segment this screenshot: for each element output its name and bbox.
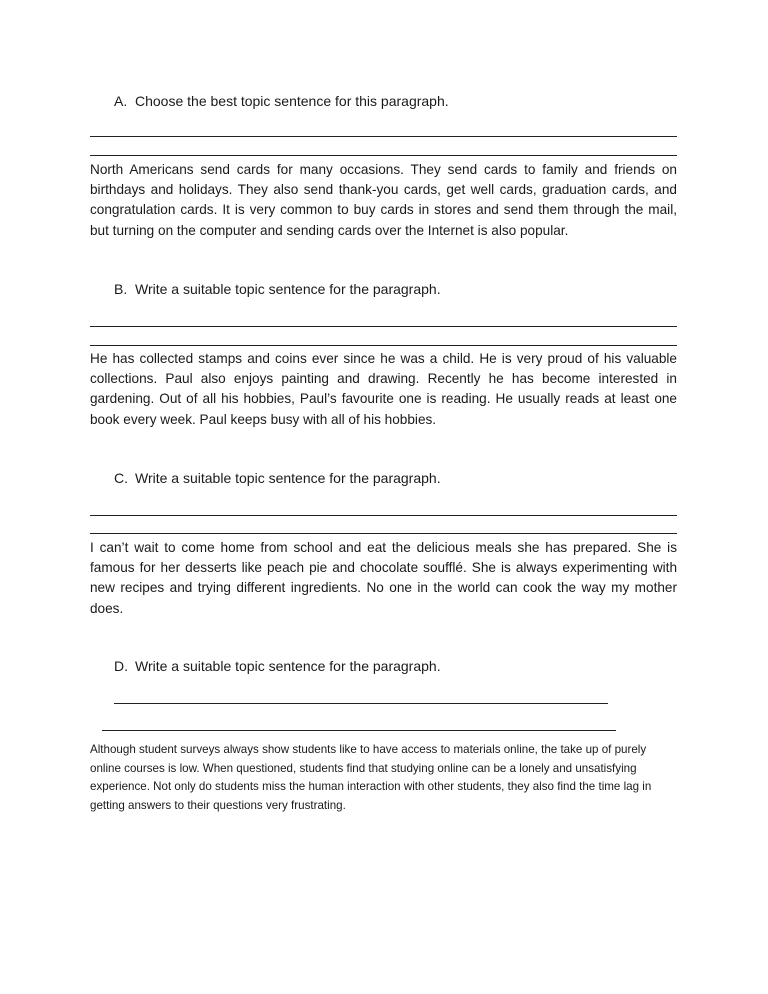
answer-line-d1[interactable] bbox=[114, 703, 608, 704]
answer-line-b2[interactable] bbox=[90, 345, 677, 346]
question-a bbox=[114, 92, 449, 110]
question-d-instruction: Write a suitable topic sentence for the paragraph. bbox=[135, 658, 441, 674]
question-a-letter: A. bbox=[114, 93, 128, 109]
question-c-letter: C. bbox=[114, 470, 128, 486]
question-c bbox=[114, 469, 441, 487]
paragraph-b: He has collected stamps and coins ever since he was a child. He is very proud of his valuable collections. Paul also enjoys painting and drawing. Recently he has become interested in gardening. Out of all his hobbies, Paul’s favourite one is reading. He usually reads at least one book every week. Paul keeps busy with all of his hobbies. bbox=[90, 351, 677, 427]
answer-line-a1[interactable] bbox=[90, 136, 677, 137]
question-c-instruction: Write a suitable topic sentence for the paragraph. bbox=[135, 470, 441, 486]
question-b-instruction: Write a suitable topic sentence for the paragraph. bbox=[135, 281, 441, 297]
answer-line-a2[interactable] bbox=[90, 155, 677, 156]
answer-line-c2[interactable] bbox=[90, 533, 677, 534]
question-b bbox=[114, 280, 441, 298]
answer-line-c1[interactable] bbox=[90, 515, 677, 516]
question-d-letter: D. bbox=[114, 658, 128, 674]
paragraph-d: Although student surveys always show students like to have access to materials online, the take up of purely online courses is low. When questioned, students find that studying online can be a lonely and unsatisfying experience. Not only do students miss the human interaction with other students, they also find the time lag in getting answers to their questions very frustrating. bbox=[90, 743, 652, 812]
answer-line-b1[interactable] bbox=[90, 326, 677, 327]
question-b-letter: B. bbox=[114, 281, 128, 297]
question-d bbox=[114, 657, 441, 675]
answer-line-d2[interactable] bbox=[102, 730, 616, 731]
paragraph-a: North Americans send cards for many occasions. They send cards to family and friends on birthdays and holidays. They also send thank-you cards, get well cards, graduation cards, and congratulation cards. It is very common to buy cards in stores and send them through the mail, but turning on the computer and sending cards over the Internet is also popular. bbox=[90, 162, 677, 238]
question-a-instruction: Choose the best topic sentence for this paragraph. bbox=[135, 93, 449, 109]
paragraph-c: I can’t wait to come home from school and eat the delicious meals she has prepared. She is famous for her desserts like peach pie and chocolate soufflé. She is always experimenting with new recipes and trying different ingredients. No one in the world can cook the way my mother does. bbox=[90, 540, 677, 616]
